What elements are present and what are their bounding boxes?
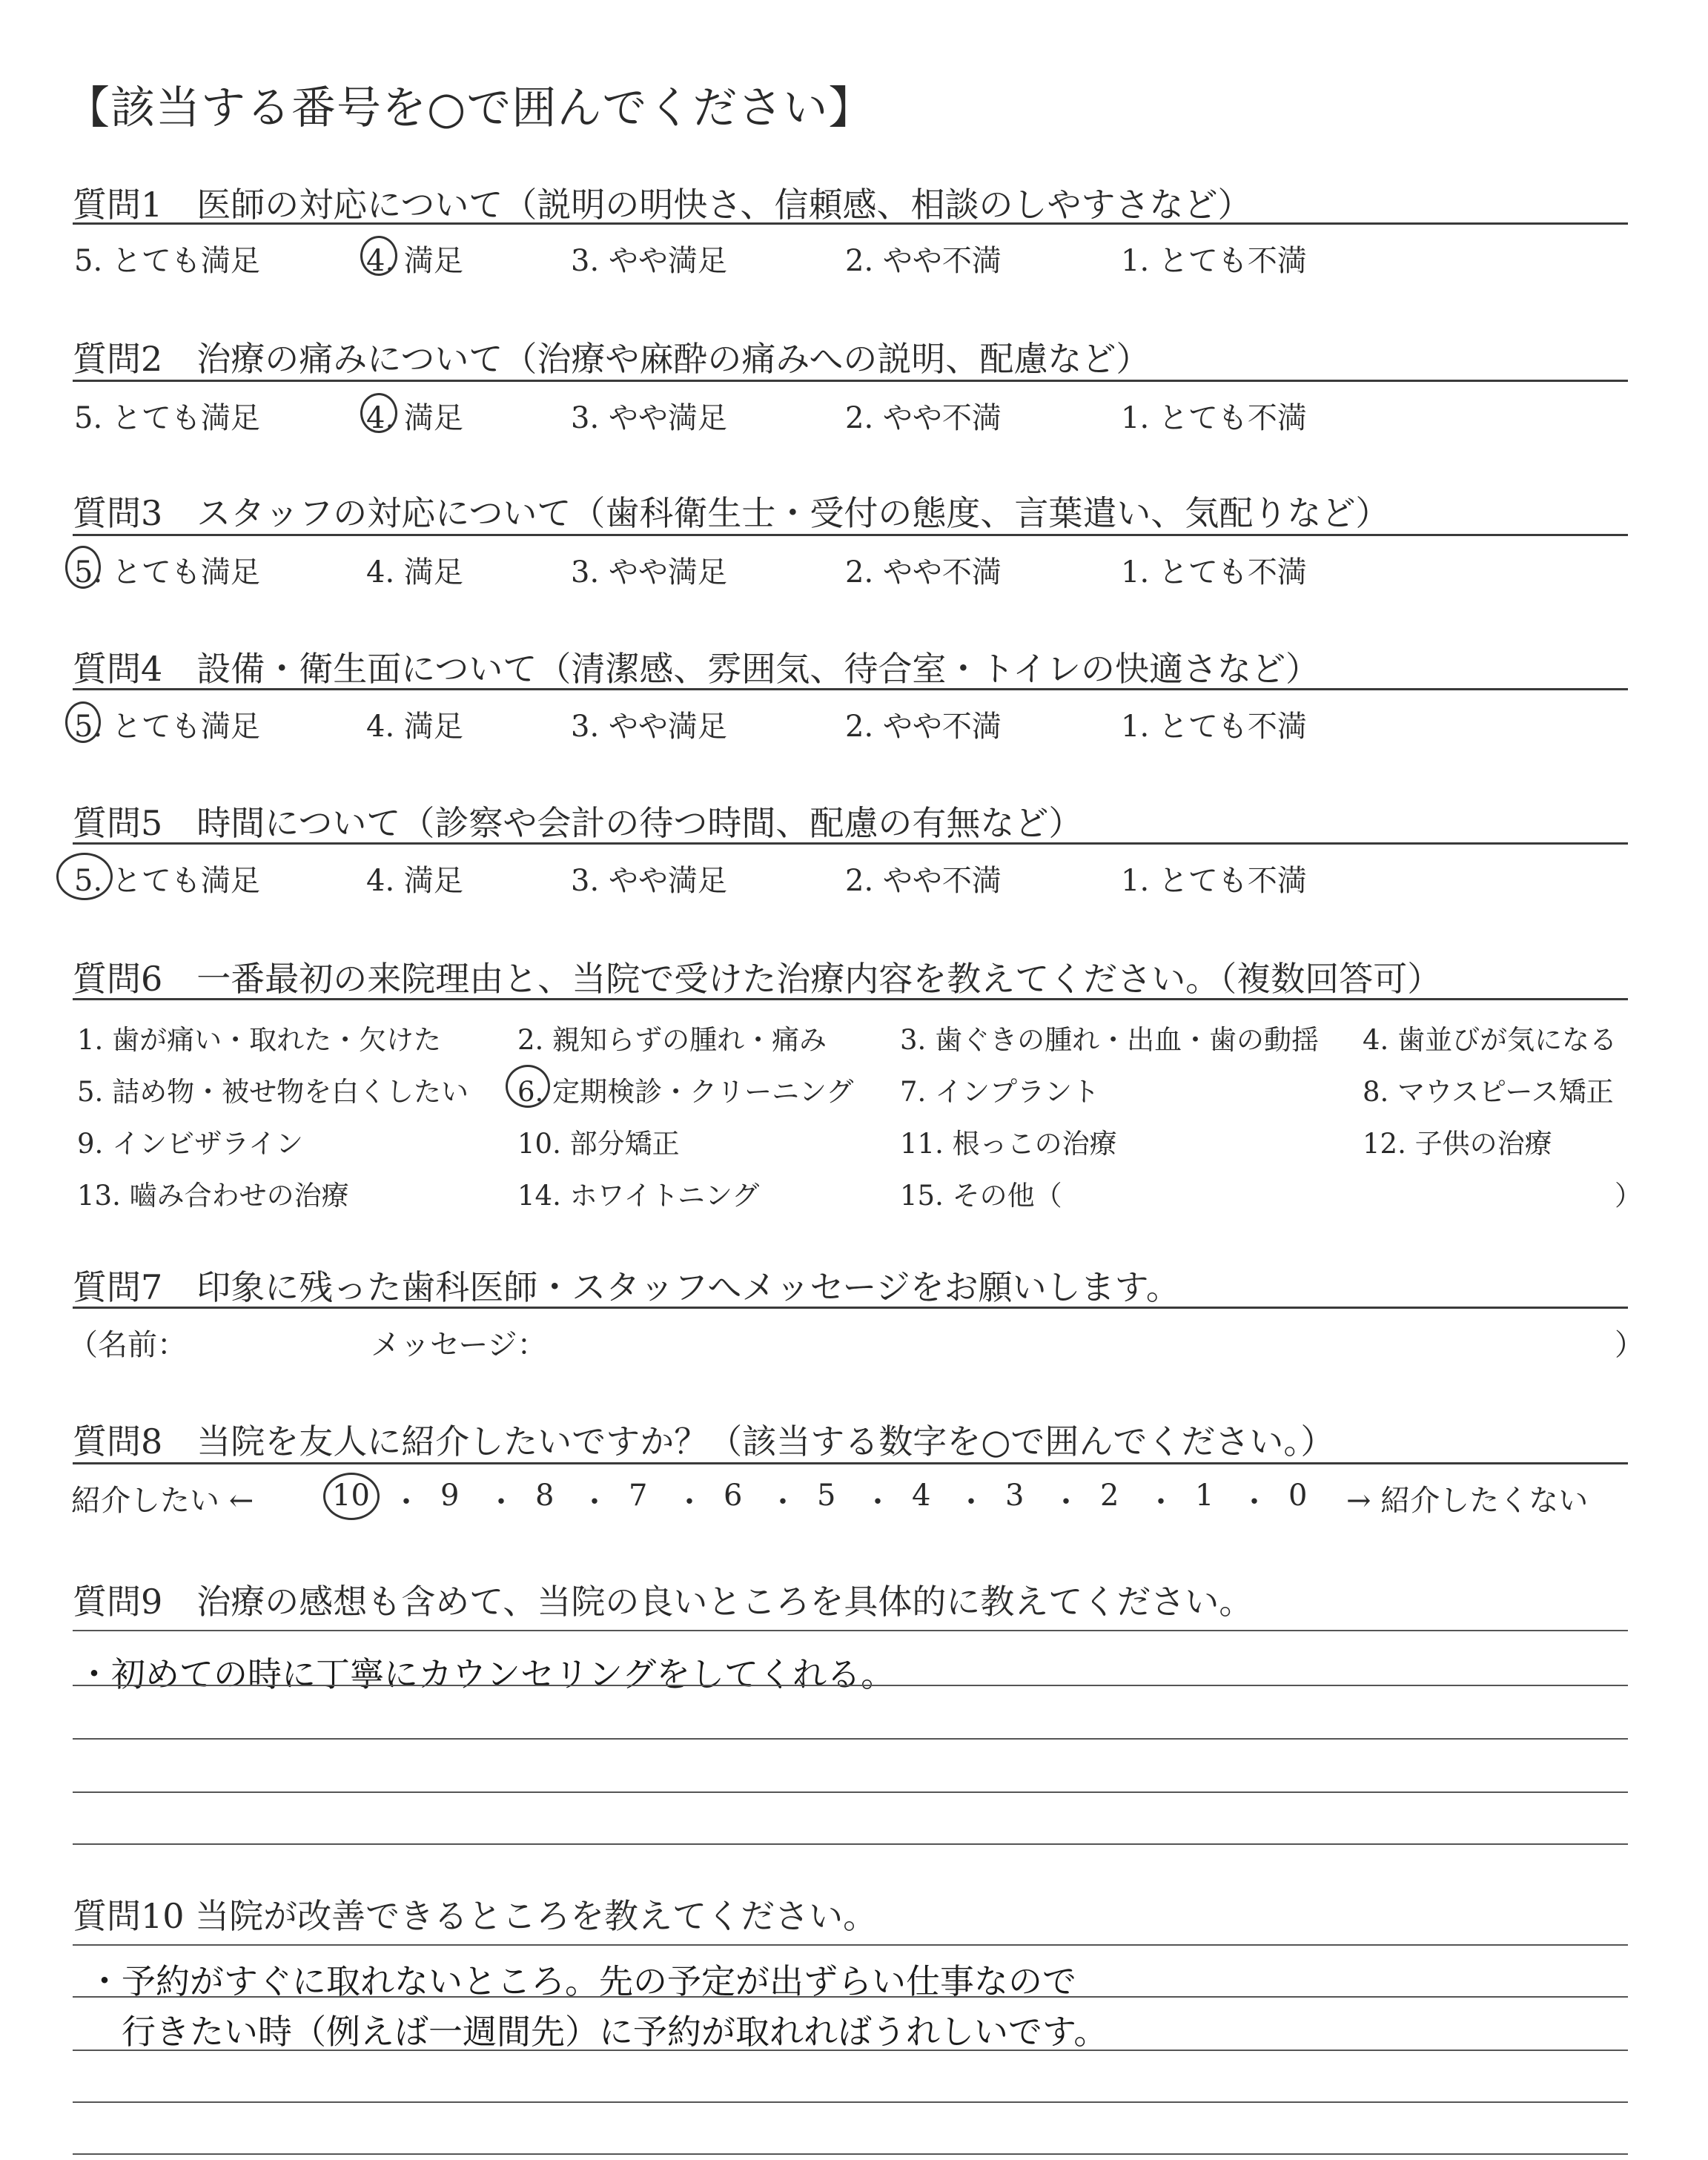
q8-title: 質問8 当院を友人に紹介したいですか？（該当する数字を○で囲んでください。） [73, 1421, 1335, 1462]
q5-option-3[interactable]: 3. やや満足 [571, 864, 727, 898]
q6-option-7[interactable]: 7. インプラント [900, 1076, 1100, 1108]
q8-scale-4[interactable]: 4 [912, 1479, 931, 1513]
q3-option-4[interactable]: 4. 満足 [366, 555, 463, 589]
q6-option-3[interactable]: 3. 歯ぐきの腫れ・出血・歯の動揺 [900, 1024, 1320, 1056]
q5-rule [73, 842, 1628, 845]
q3-option-5[interactable]: 5. とても満足 [74, 555, 260, 589]
q5-selected-circle [56, 853, 113, 900]
q2-option-3[interactable]: 3. やや満足 [571, 401, 727, 435]
q1-rule [73, 222, 1628, 225]
q6-other-close-paren: ） [1615, 1180, 1642, 1212]
q8-scale-5[interactable]: 5 [817, 1479, 836, 1513]
q2-option-2[interactable]: 2. やや不満 [845, 401, 1002, 435]
q3-option-1[interactable]: 1. とても不満 [1121, 555, 1307, 589]
q6-title: 質問6 一番最初の来院理由と、当院で受けた治療内容を教えてください。（複数回答可） [73, 959, 1442, 999]
q9-answer-line [73, 1843, 1628, 1845]
q1-option-1[interactable]: 1. とても不満 [1121, 244, 1307, 278]
q8-scale-dot: ・ [1146, 1485, 1176, 1519]
q6-option-10[interactable]: 10. 部分矯正 [517, 1128, 680, 1160]
q6-option-9[interactable]: 9. インビザライン [77, 1128, 303, 1160]
q8-scale-dot: ・ [391, 1485, 421, 1519]
q8-scale-6[interactable]: 6 [724, 1479, 743, 1513]
q6-option-4[interactable]: 4. 歯並びが気になる [1363, 1024, 1618, 1056]
q10-answer-text-2[interactable]: 行きたい時（例えば一週間先）に予約が取れればうれしいです。 [87, 2012, 1108, 2052]
q10-title: 質問10 当院が改善できるところを教えてください。 [73, 1896, 878, 1936]
q8-left-label: 紹介したい ← [71, 1484, 254, 1518]
q6-option-11[interactable]: 11. 根っこの治療 [900, 1128, 1117, 1160]
q4-selected-circle [65, 701, 101, 743]
q9-answer-text[interactable]: ・初めての時に丁寧にカウンセリングをしてくれる。 [77, 1654, 896, 1694]
q9-title: 質問9 治療の感想も含めて、当院の良いところを具体的に教えてください。 [73, 1582, 1254, 1622]
q1-option-3[interactable]: 3. やや満足 [571, 244, 727, 278]
q9-answer-line [73, 1791, 1628, 1793]
q8-selected-circle [323, 1473, 380, 1520]
q6-option-6[interactable]: 6. 定期検診・クリーニング [517, 1076, 854, 1108]
q10-answer-line [73, 2101, 1628, 2103]
q6-option-1[interactable]: 1. 歯が痛い・取れた・欠けた [77, 1024, 442, 1056]
page-header: 【該当する番号を○で囲んでください】 [65, 82, 874, 134]
q6-rule [73, 998, 1628, 1000]
q8-right-label: → 紹介したくない [1346, 1484, 1589, 1518]
q1-option-5[interactable]: 5. とても満足 [74, 244, 260, 278]
q10-answer-line [73, 1944, 1628, 1946]
q9-answer-line [73, 1685, 1628, 1686]
q10-answer-line [73, 1996, 1628, 1998]
q4-option-3[interactable]: 3. やや満足 [571, 710, 727, 744]
q4-option-1[interactable]: 1. とても不満 [1121, 710, 1307, 744]
q6-option-2[interactable]: 2. 親知らずの腫れ・痛み [517, 1024, 827, 1056]
q5-option-4[interactable]: 4. 満足 [366, 864, 463, 898]
q2-rule [73, 380, 1628, 382]
q7-message-label: メッセージ： [371, 1328, 547, 1362]
q5-option-2[interactable]: 2. やや不満 [845, 864, 1002, 898]
q3-option-2[interactable]: 2. やや不満 [845, 555, 1002, 589]
q5-title: 質問5 時間について（診察や会計の待つ時間、配慮の有無など） [73, 803, 1083, 843]
q10-answer-line [73, 2153, 1628, 2155]
q2-option-4[interactable]: 4. 満足 [366, 401, 463, 435]
q6-option-12[interactable]: 12. 子供の治療 [1363, 1128, 1552, 1160]
q4-rule [73, 688, 1628, 690]
q6-option-5[interactable]: 5. 詰め物・被せ物を白くしたい [77, 1076, 469, 1108]
q6-selected-circle [506, 1065, 550, 1108]
q8-scale-dot: ・ [863, 1485, 893, 1519]
q8-scale-1[interactable]: 1 [1195, 1479, 1214, 1513]
q8-scale-0[interactable]: 0 [1288, 1479, 1308, 1513]
q7-title: 質問7 印象に残った歯科医師・スタッフへメッセージをお願いします。 [73, 1267, 1180, 1307]
q2-selected-circle [360, 393, 397, 433]
q8-scale-dot: ・ [1239, 1485, 1269, 1519]
q4-option-2[interactable]: 2. やや不満 [845, 710, 1002, 744]
q8-scale-dot: ・ [675, 1485, 704, 1519]
q8-rule [73, 1462, 1628, 1464]
q8-scale-dot: ・ [486, 1485, 516, 1519]
q1-selected-circle [360, 236, 397, 276]
q6-option-8[interactable]: 8. マウスピース矯正 [1363, 1076, 1614, 1108]
q3-rule [73, 534, 1628, 536]
q2-option-5[interactable]: 5. とても満足 [74, 401, 260, 435]
q5-option-5[interactable]: 5. とても満足 [74, 864, 260, 898]
q4-option-5[interactable]: 5. とても満足 [74, 710, 260, 744]
q8-scale-dot: ・ [956, 1485, 986, 1519]
q7-name-label: （名前： [68, 1328, 187, 1362]
q8-scale-dot: ・ [768, 1485, 798, 1519]
q7-rule [73, 1307, 1628, 1309]
q4-option-4[interactable]: 4. 満足 [366, 710, 463, 744]
q1-option-4[interactable]: 4. 満足 [366, 244, 463, 278]
q6-option-14[interactable]: 14. ホワイトニング [517, 1180, 760, 1212]
q3-title: 質問3 スタッフの対応について（歯科衛生士・受付の態度、言葉遣い、気配りなど） [73, 493, 1390, 533]
q9-answer-line [73, 1630, 1628, 1631]
q8-scale-10[interactable]: 10 [332, 1479, 370, 1513]
q6-option-13[interactable]: 13. 嚙み合わせの治療 [77, 1180, 349, 1212]
q7-close-paren: ） [1615, 1328, 1644, 1362]
q8-scale-3[interactable]: 3 [1005, 1479, 1025, 1513]
q8-scale-7[interactable]: 7 [629, 1479, 648, 1513]
q2-title: 質問2 治療の痛みについて（治療や麻酔の痛みへの説明、配慮など） [73, 339, 1151, 379]
q8-scale-2[interactable]: 2 [1100, 1479, 1119, 1513]
q8-scale-8[interactable]: 8 [535, 1479, 555, 1513]
q8-scale-dot: ・ [580, 1485, 609, 1519]
q3-option-3[interactable]: 3. やや満足 [571, 555, 727, 589]
q10-answer-line [73, 2050, 1628, 2051]
q8-scale-dot: ・ [1051, 1485, 1081, 1519]
q1-title: 質問1 医師の対応について（説明の明快さ、信頼感、相談のしやすさなど） [73, 185, 1252, 225]
q10-answer-text-1[interactable]: ・予約がすぐに取れないところ。先の予定が出ずらい仕事なので [87, 1961, 1076, 2001]
q6-option-15[interactable]: 15. その他（ [900, 1180, 1062, 1212]
q2-option-1[interactable]: 1. とても不満 [1121, 401, 1307, 435]
q9-answer-line [73, 1738, 1628, 1740]
q8-scale-9[interactable]: 9 [440, 1479, 460, 1513]
q5-option-1[interactable]: 1. とても不満 [1121, 864, 1307, 898]
q4-title: 質問4 設備・衛生面について（清潔感、雰囲気、待合室・トイレの快適さなど） [73, 649, 1320, 689]
q3-selected-circle [65, 546, 101, 589]
q1-option-2[interactable]: 2. やや不満 [845, 244, 1002, 278]
